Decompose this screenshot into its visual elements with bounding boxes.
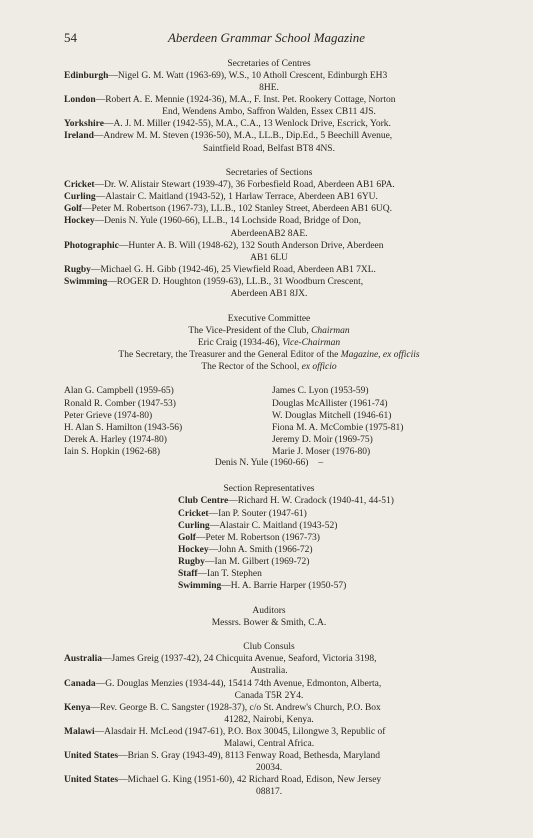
rep-entry: Swimming—H. A. Barrie Harper (1950-57) [178,581,347,592]
committee-member: Ronald R. Comber (1947-53) [64,398,176,409]
consul-entry: Kenya—Rev. George B. C. Sangster (1928-37), c/o St. Andrew's Church, P.O. Box 41282, Nairobi, Kenya. [64,702,381,725]
page-content [64,58,474,798]
section-entry: Curling—Alastair C. Maitland (1943-52), 1 Harlaw Terrace, Aberdeen AB1 6YU. [64,192,378,203]
page-number: 54 [64,30,77,45]
committee-members-right [272,385,403,458]
committee-member: Derek A. Harley (1974-80) [64,434,167,445]
committee-member: Alan G. Campbell (1959-65) [64,386,174,397]
centres-heading: Secretaries of Centres [227,59,311,69]
committee-members [64,385,474,469]
committee-member: Marie J. Moser (1976-80) [272,446,371,457]
committee-member: W. Douglas Mitchell (1946-61) [272,410,392,421]
consul-entry: United States—Brian S. Gray (1943-49), 8113 Fenway Road, Bethesda, Maryland 20034. [64,751,381,774]
committee-member: James C. Lyon (1953-59) [272,386,369,397]
rep-entry: Club Centre—Richard H. W. Cradock (1940-41, 44-51) [178,496,394,507]
committee-member: Jeremy D. Moir (1969-75) [272,434,373,445]
running-head [64,30,469,48]
rep-entry: Hockey—John A. Smith (1966-72) [178,544,313,555]
auditors-text: Messrs. Bower & Smith, C.A. [211,617,327,628]
committee-members-left [64,385,182,458]
centre-entry: Edinburgh—Nigel G. M. Watt (1963-69), W.S., 10 Atholl Crescent, Edinburgh EH3 8HE. [64,71,388,94]
committee-vice-chairman: Eric Craig (1934-46), Vice-Chairman [197,337,341,348]
reps-list [64,495,474,592]
reps-heading: Section Representatives [223,484,315,495]
section-entry: Golf—Peter M. Robertson (1967-73), LL.B., 102 Stanley Street, Aberdeen AB1 6UQ. [64,204,392,215]
committee-member: H. Alan S. Hamilton (1943-56) [64,422,183,433]
centres-list [64,70,474,155]
section-entry: Cricket—Dr. W. Alistair Stewart (1939-47), 36 Forbesfield Road, Aberdeen AB1 6PA. [64,180,395,191]
committee-member: Peter Grieve (1974-80) [64,410,153,421]
centre-entry: Yorkshire—A. J. M. Miller (1942-55), M.A., C.A., 13 Wenlock Drive, Escrick, York. [64,119,391,130]
sections-list [64,179,474,300]
rep-entry: Staff—Ian T. Stephen [178,569,262,580]
committee-heading: Executive Committee [227,313,311,324]
committee-member-last: Denis N. Yule (1960-66) – [214,458,324,469]
section-entry: Hockey—Denis N. Yule (1960-66), LL.B., 14 Lochside Road, Bridge of Don, AberdeenAB2 8AE. [64,216,362,239]
committee-rector: The Rector of the School, ex officio [201,361,337,372]
rep-entry: Curling—Alastair C. Maitland (1943-52) [178,520,338,531]
committee-member: Iain S. Hopkin (1962-68) [64,446,161,457]
consul-entry: United States—Michael G. King (1951-60), 42 Richard Road, Edison, New Jersey 08817. [64,775,382,798]
committee-officers: The Secretary, the Treasurer and the General Editor of the Magazine, ex officiis [118,349,420,360]
section-entry: Swimming—ROGER D. Houghton (1959-63), LL.B., 31 Woodburn Crescent, Aberdeen AB1 8JX. [64,276,364,299]
auditors-heading: Auditors [252,605,286,616]
dash-mark: – [318,458,324,469]
committee-member: Fiona M. A. McCombie (1975-81) [272,422,404,433]
section-entry: Photographic—Hunter A. B. Will (1948-62), 132 South Anderson Drive, Aberdeen AB1 6LU [64,240,384,263]
centre-entry: London—Robert A. E. Mennie (1924-36), M.A., F. Inst. Pet. Rookery Cottage, Norton End, Wendens Ambo, Saffron Walden, Essex CB11 4JS. [64,95,396,118]
rep-entry: Cricket—Ian P. Souter (1947-61) [178,508,307,519]
rep-entry: Rugby—Ian M. Gilbert (1969-72) [178,556,310,567]
rep-entry: Golf—Peter M. Robertson (1967-73) [178,532,320,543]
centre-entry: Ireland—Andrew M. M. Steven (1936-50), M.A., LL.B., Dip.Ed., 5 Beechill Avenue, Saintfield Road, Belfast BT8 4NS. [64,131,393,154]
committee-chairman: The Vice-President of the Club, Chairman [188,325,350,336]
consul-entry: Australia—James Greig (1937-42), 24 Chicquita Avenue, Seaford, Victoria 3198, Australia. [64,654,377,677]
consuls-list [64,653,474,798]
sections-heading: Secretaries of Sections [225,168,313,179]
magazine-title: Aberdeen Grammar School Magazine [167,30,365,45]
consul-entry: Canada—G. Douglas Menzies (1934-44), 15414 74th Avenue, Edmonton, Alberta, Canada T5R 2Y4. [64,678,382,701]
consul-entry: Malawi—Alasdair H. McLeod (1947-61), P.O. Box 30045, Lilongwe 3, Republic of Malawi, Central Africa. [64,726,386,749]
section-entry: Rugby—Michael G. H. Gibb (1942-46), 25 Viewfield Road, Aberdeen AB1 7XL. [64,264,376,275]
committee-member: Douglas McAllister (1961-74) [272,398,388,409]
consuls-heading: Club Consuls [243,642,295,653]
